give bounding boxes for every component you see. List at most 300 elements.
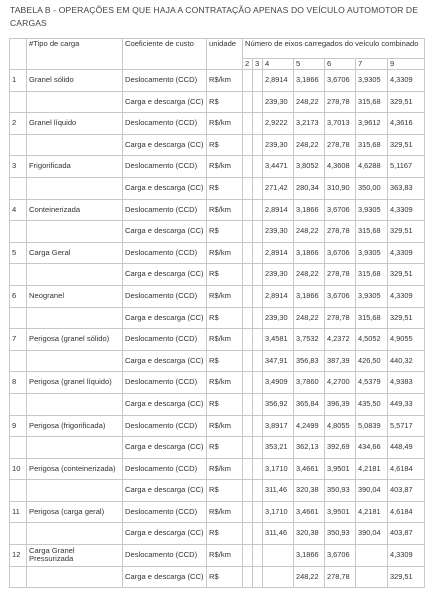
unit: R$ [207, 264, 243, 286]
axle-value: 315,68 [356, 264, 388, 286]
axle-value: 310,90 [325, 177, 356, 199]
row-number-empty [10, 91, 27, 113]
axle-value [253, 134, 263, 156]
row-number-empty [10, 566, 27, 588]
table-row [10, 199, 425, 221]
axle-value [253, 523, 263, 545]
unit: R$/km [207, 156, 243, 178]
axle-value: 248,22 [294, 264, 325, 286]
cost-coefficient: Carga e descarga (CC) [123, 393, 207, 415]
axle-value: 356,92 [263, 393, 294, 415]
unit: R$ [207, 221, 243, 243]
axle-value: 3,4661 [294, 501, 325, 523]
cost-coefficient: Carga e descarga (CC) [123, 523, 207, 545]
unit: R$/km [207, 113, 243, 135]
row-number: 9 [10, 415, 27, 437]
row-number-empty [10, 480, 27, 502]
cargo-type: Granel sólido [27, 70, 123, 92]
cargo-type: Carga Geral [27, 242, 123, 264]
axle-value: 315,68 [356, 221, 388, 243]
axle-value: 3,1866 [294, 285, 325, 307]
table-row [10, 566, 425, 588]
axle-value [253, 242, 263, 264]
axle-value [253, 199, 263, 221]
axle-value [243, 113, 253, 135]
axle-value: 311,46 [263, 523, 294, 545]
row-number-empty [10, 134, 27, 156]
axle-value: 320,38 [294, 480, 325, 502]
axle-value: 350,93 [325, 480, 356, 502]
cargo-type: Granel líquido [27, 113, 123, 135]
axle-value: 5,5717 [388, 415, 425, 437]
axle-value: 4,6184 [388, 458, 425, 480]
axle-value: 3,7860 [294, 372, 325, 394]
table-row [10, 480, 425, 502]
axle-value: 278,78 [325, 134, 356, 156]
table-row [10, 350, 425, 372]
cost-coefficient: Deslocamento (CCD) [123, 113, 207, 135]
axle-value [356, 545, 388, 567]
header-axle-col: 4 [263, 59, 294, 70]
unit: R$ [207, 480, 243, 502]
table-row [10, 393, 425, 415]
axle-value [253, 177, 263, 199]
header-axle-col: 9 [388, 59, 425, 70]
axle-value: 3,7013 [325, 113, 356, 135]
cargo-type: Perigosa (frigorificada) [27, 415, 123, 437]
header-unit: unidade [207, 39, 243, 70]
axle-value: 315,68 [356, 134, 388, 156]
header-axle-col: 5 [294, 59, 325, 70]
axle-value: 329,51 [388, 264, 425, 286]
axle-value [243, 566, 253, 588]
cost-coefficient: Carga e descarga (CC) [123, 177, 207, 199]
axle-value [243, 285, 253, 307]
axle-value [243, 70, 253, 92]
axle-value [253, 415, 263, 437]
axle-value: 426,50 [356, 350, 388, 372]
header-cost-coefficient: Coeficiente de custo [123, 39, 207, 70]
axle-value [243, 264, 253, 286]
cost-coefficient: Deslocamento (CCD) [123, 156, 207, 178]
cargo-type-empty [27, 523, 123, 545]
cost-coefficient: Deslocamento (CCD) [123, 329, 207, 351]
table-row [10, 221, 425, 243]
row-number-empty [10, 264, 27, 286]
cost-coefficient: Carga e descarga (CC) [123, 264, 207, 286]
table-row [10, 458, 425, 480]
axle-value: 278,78 [325, 566, 356, 588]
axle-value: 3,6706 [325, 199, 356, 221]
cost-coefficient: Deslocamento (CCD) [123, 545, 207, 567]
axle-value: 2,8914 [263, 70, 294, 92]
axle-value [253, 113, 263, 135]
cargo-type: Conteinerizada [27, 199, 123, 221]
axle-value: 347,91 [263, 350, 294, 372]
axle-value [253, 307, 263, 329]
axle-value: 3,6706 [325, 285, 356, 307]
axle-value: 4,8055 [325, 415, 356, 437]
row-number: 8 [10, 372, 27, 394]
header-axle-col: 6 [325, 59, 356, 70]
row-number-empty [10, 393, 27, 415]
axle-value: 3,9305 [356, 199, 388, 221]
freight-cost-table [9, 38, 425, 588]
axle-value: 363,83 [388, 177, 425, 199]
axle-value: 4,2181 [356, 501, 388, 523]
axle-value [243, 221, 253, 243]
cargo-type-empty [27, 350, 123, 372]
row-number-empty [10, 350, 27, 372]
axle-value: 3,4909 [263, 372, 294, 394]
axle-value: 3,6706 [325, 242, 356, 264]
cost-coefficient: Deslocamento (CCD) [123, 242, 207, 264]
axle-value [253, 458, 263, 480]
axle-value: 435,50 [356, 393, 388, 415]
axle-value [243, 350, 253, 372]
axle-value: 3,4471 [263, 156, 294, 178]
row-number-empty [10, 221, 27, 243]
table-row [10, 156, 425, 178]
unit: R$ [207, 350, 243, 372]
axle-value [253, 566, 263, 588]
axle-value: 4,2499 [294, 415, 325, 437]
cost-coefficient: Deslocamento (CCD) [123, 458, 207, 480]
axle-value: 2,8914 [263, 242, 294, 264]
axle-value: 315,68 [356, 307, 388, 329]
cargo-type: Carga Granel Pressurizada [27, 545, 123, 567]
axle-value [243, 91, 253, 113]
table-row [10, 545, 425, 567]
axle-value [253, 437, 263, 459]
axle-value: 3,1710 [263, 458, 294, 480]
axle-value: 2,8914 [263, 285, 294, 307]
axle-value: 4,2372 [325, 329, 356, 351]
axle-value: 3,4661 [294, 458, 325, 480]
cargo-type: Frigorificada [27, 156, 123, 178]
row-number-empty [10, 437, 27, 459]
header-cargo-type: #Tipo de carga [27, 39, 123, 70]
unit: R$/km [207, 415, 243, 437]
axle-value: 3,1710 [263, 501, 294, 523]
axle-value: 387,39 [325, 350, 356, 372]
table-row [10, 501, 425, 523]
axle-value [243, 458, 253, 480]
axle-value: 4,3309 [388, 242, 425, 264]
axle-value: 5,1167 [388, 156, 425, 178]
axle-value: 278,78 [325, 307, 356, 329]
axle-value [253, 545, 263, 567]
axle-value: 315,68 [356, 91, 388, 113]
axle-value [243, 199, 253, 221]
cost-coefficient: Carga e descarga (CC) [123, 221, 207, 243]
axle-value: 390,04 [356, 480, 388, 502]
axle-value: 5,0839 [356, 415, 388, 437]
unit: R$/km [207, 458, 243, 480]
axle-value [263, 545, 294, 567]
axle-value [243, 134, 253, 156]
table-title: TABELA B - OPERAÇÕES EM QUE HAJA A CONTRATAÇÃO APENAS DO VEÍCULO AUTOMOTOR DE CARGAS [10, 5, 419, 28]
axle-value: 353,21 [263, 437, 294, 459]
axle-value: 329,51 [388, 221, 425, 243]
axle-value: 329,51 [388, 91, 425, 113]
axle-value: 3,9612 [356, 113, 388, 135]
unit: R$/km [207, 285, 243, 307]
cargo-type-empty [27, 393, 123, 415]
row-number: 12 [10, 545, 27, 567]
axle-value: 311,46 [263, 480, 294, 502]
axle-value: 448,49 [388, 437, 425, 459]
cargo-type-empty [27, 437, 123, 459]
axle-value: 271,42 [263, 177, 294, 199]
header-axle-col: 2 [243, 59, 253, 70]
axle-value: 390,04 [356, 523, 388, 545]
axle-value [356, 566, 388, 588]
axle-value [263, 566, 294, 588]
axle-value: 248,22 [294, 566, 325, 588]
row-number: 2 [10, 113, 27, 135]
axle-value: 4,2181 [356, 458, 388, 480]
row-number-empty [10, 307, 27, 329]
cargo-type-empty [27, 91, 123, 113]
axle-value: 4,5052 [356, 329, 388, 351]
axle-value: 2,9222 [263, 113, 294, 135]
table-row [10, 285, 425, 307]
axle-value: 3,4581 [263, 329, 294, 351]
cost-coefficient: Deslocamento (CCD) [123, 415, 207, 437]
axle-value: 434,66 [356, 437, 388, 459]
unit: R$ [207, 437, 243, 459]
axle-value [243, 177, 253, 199]
cargo-type: Neogranel [27, 285, 123, 307]
row-number: 5 [10, 242, 27, 264]
axle-value: 350,93 [325, 523, 356, 545]
unit: R$ [207, 566, 243, 588]
cost-coefficient: Deslocamento (CCD) [123, 501, 207, 523]
axle-value [253, 221, 263, 243]
axle-value [243, 307, 253, 329]
axle-value: 440,32 [388, 350, 425, 372]
axle-value [243, 242, 253, 264]
cargo-type-empty [27, 307, 123, 329]
axle-value: 350,00 [356, 177, 388, 199]
axle-value: 4,3309 [388, 285, 425, 307]
cost-coefficient: Carga e descarga (CC) [123, 134, 207, 156]
axle-value: 280,34 [294, 177, 325, 199]
cargo-type-empty [27, 134, 123, 156]
axle-value [243, 480, 253, 502]
cost-coefficient: Carga e descarga (CC) [123, 480, 207, 502]
cargo-type: Perigosa (granel sólido) [27, 329, 123, 351]
table-row [10, 437, 425, 459]
axle-value: 329,51 [388, 566, 425, 588]
header-row [10, 39, 425, 59]
unit: R$/km [207, 199, 243, 221]
axle-value: 3,1866 [294, 199, 325, 221]
row-number: 3 [10, 156, 27, 178]
cost-coefficient: Deslocamento (CCD) [123, 199, 207, 221]
axle-value: 329,51 [388, 307, 425, 329]
header-axle-col: 3 [253, 59, 263, 70]
row-number: 7 [10, 329, 27, 351]
axle-value: 278,78 [325, 264, 356, 286]
cargo-type-empty [27, 177, 123, 199]
table-row [10, 523, 425, 545]
axle-value: 4,3608 [325, 156, 356, 178]
cost-coefficient: Carga e descarga (CC) [123, 91, 207, 113]
cargo-type-empty [27, 480, 123, 502]
axle-value [253, 264, 263, 286]
row-number-empty [10, 523, 27, 545]
unit: R$/km [207, 372, 243, 394]
axle-value [253, 350, 263, 372]
axle-value [243, 372, 253, 394]
axle-value: 2,8914 [263, 199, 294, 221]
axle-value: 278,78 [325, 91, 356, 113]
cargo-type-empty [27, 221, 123, 243]
cost-coefficient: Carga e descarga (CC) [123, 307, 207, 329]
axle-value [243, 156, 253, 178]
unit: R$ [207, 134, 243, 156]
axle-value: 248,22 [294, 221, 325, 243]
axle-value: 3,1866 [294, 70, 325, 92]
axle-value: 3,2173 [294, 113, 325, 135]
axle-value: 403,87 [388, 480, 425, 502]
axle-value: 4,6184 [388, 501, 425, 523]
table-row [10, 372, 425, 394]
axle-value [253, 480, 263, 502]
axle-value: 239,30 [263, 91, 294, 113]
table-row [10, 134, 425, 156]
axle-value: 4,9383 [388, 372, 425, 394]
axle-value: 278,78 [325, 221, 356, 243]
unit: R$/km [207, 70, 243, 92]
unit: R$/km [207, 242, 243, 264]
axle-value: 320,38 [294, 523, 325, 545]
axle-value: 4,3616 [388, 113, 425, 135]
axle-value [243, 393, 253, 415]
cargo-type: Perigosa (granel líquido) [27, 372, 123, 394]
axle-value: 239,30 [263, 307, 294, 329]
axle-value [243, 415, 253, 437]
unit: R$ [207, 523, 243, 545]
axle-value [253, 91, 263, 113]
cargo-type-empty [27, 566, 123, 588]
axle-value: 4,3309 [388, 199, 425, 221]
axle-value [253, 501, 263, 523]
cost-coefficient: Carga e descarga (CC) [123, 566, 207, 588]
table-row [10, 307, 425, 329]
axle-value: 449,33 [388, 393, 425, 415]
axle-value [253, 393, 263, 415]
axle-value: 4,3309 [388, 545, 425, 567]
axle-value: 3,9305 [356, 70, 388, 92]
axle-value: 362,13 [294, 437, 325, 459]
axle-value: 3,8917 [263, 415, 294, 437]
axle-value: 3,9501 [325, 458, 356, 480]
axle-value: 239,30 [263, 221, 294, 243]
unit: R$/km [207, 329, 243, 351]
cost-coefficient: Deslocamento (CCD) [123, 285, 207, 307]
axle-value [243, 501, 253, 523]
table-row [10, 264, 425, 286]
axle-value: 3,9305 [356, 285, 388, 307]
axle-value: 3,9501 [325, 501, 356, 523]
table-row [10, 329, 425, 351]
cargo-type: Perigosa (conteinerizada) [27, 458, 123, 480]
axle-value [243, 523, 253, 545]
axle-value [253, 285, 263, 307]
axle-value: 4,2700 [325, 372, 356, 394]
cargo-type: Perigosa (carga geral) [27, 501, 123, 523]
axle-value [243, 329, 253, 351]
axle-value: 248,22 [294, 91, 325, 113]
cost-coefficient: Carga e descarga (CC) [123, 437, 207, 459]
header-number [10, 39, 27, 70]
axle-value [243, 545, 253, 567]
table-row [10, 113, 425, 135]
axle-value: 4,6288 [356, 156, 388, 178]
table-row [10, 177, 425, 199]
axle-value: 396,39 [325, 393, 356, 415]
row-number: 11 [10, 501, 27, 523]
unit: R$ [207, 91, 243, 113]
axle-value [253, 70, 263, 92]
cost-coefficient: Deslocamento (CCD) [123, 70, 207, 92]
axle-value: 3,9305 [356, 242, 388, 264]
axle-value: 239,30 [263, 264, 294, 286]
unit: R$/km [207, 501, 243, 523]
table-row [10, 415, 425, 437]
axle-value: 392,69 [325, 437, 356, 459]
cost-coefficient: Deslocamento (CCD) [123, 372, 207, 394]
row-number: 10 [10, 458, 27, 480]
axle-value: 4,9055 [388, 329, 425, 351]
axle-value: 248,22 [294, 307, 325, 329]
unit: R$ [207, 393, 243, 415]
row-number: 6 [10, 285, 27, 307]
axle-value: 3,1866 [294, 242, 325, 264]
axle-value: 239,30 [263, 134, 294, 156]
axle-value [253, 372, 263, 394]
row-number: 4 [10, 199, 27, 221]
axle-value: 3,1866 [294, 545, 325, 567]
axle-value: 4,5379 [356, 372, 388, 394]
axle-value: 365,84 [294, 393, 325, 415]
axle-value: 248,22 [294, 134, 325, 156]
axle-value: 403,87 [388, 523, 425, 545]
cost-coefficient: Carga e descarga (CC) [123, 350, 207, 372]
row-number: 1 [10, 70, 27, 92]
axle-value: 3,6706 [325, 70, 356, 92]
axle-value [253, 156, 263, 178]
unit: R$ [207, 177, 243, 199]
table-row [10, 91, 425, 113]
axle-value [243, 437, 253, 459]
unit: R$ [207, 307, 243, 329]
axle-value: 329,51 [388, 134, 425, 156]
table-row [10, 242, 425, 264]
unit: R$/km [207, 545, 243, 567]
cargo-type-empty [27, 264, 123, 286]
axle-value [253, 329, 263, 351]
axle-value: 3,8052 [294, 156, 325, 178]
header-axle-col: 7 [356, 59, 388, 70]
header-axles: Número de eixos carregados do veículo combinado [243, 39, 425, 59]
axle-value: 3,7532 [294, 329, 325, 351]
row-number-empty [10, 177, 27, 199]
table-row [10, 70, 425, 92]
